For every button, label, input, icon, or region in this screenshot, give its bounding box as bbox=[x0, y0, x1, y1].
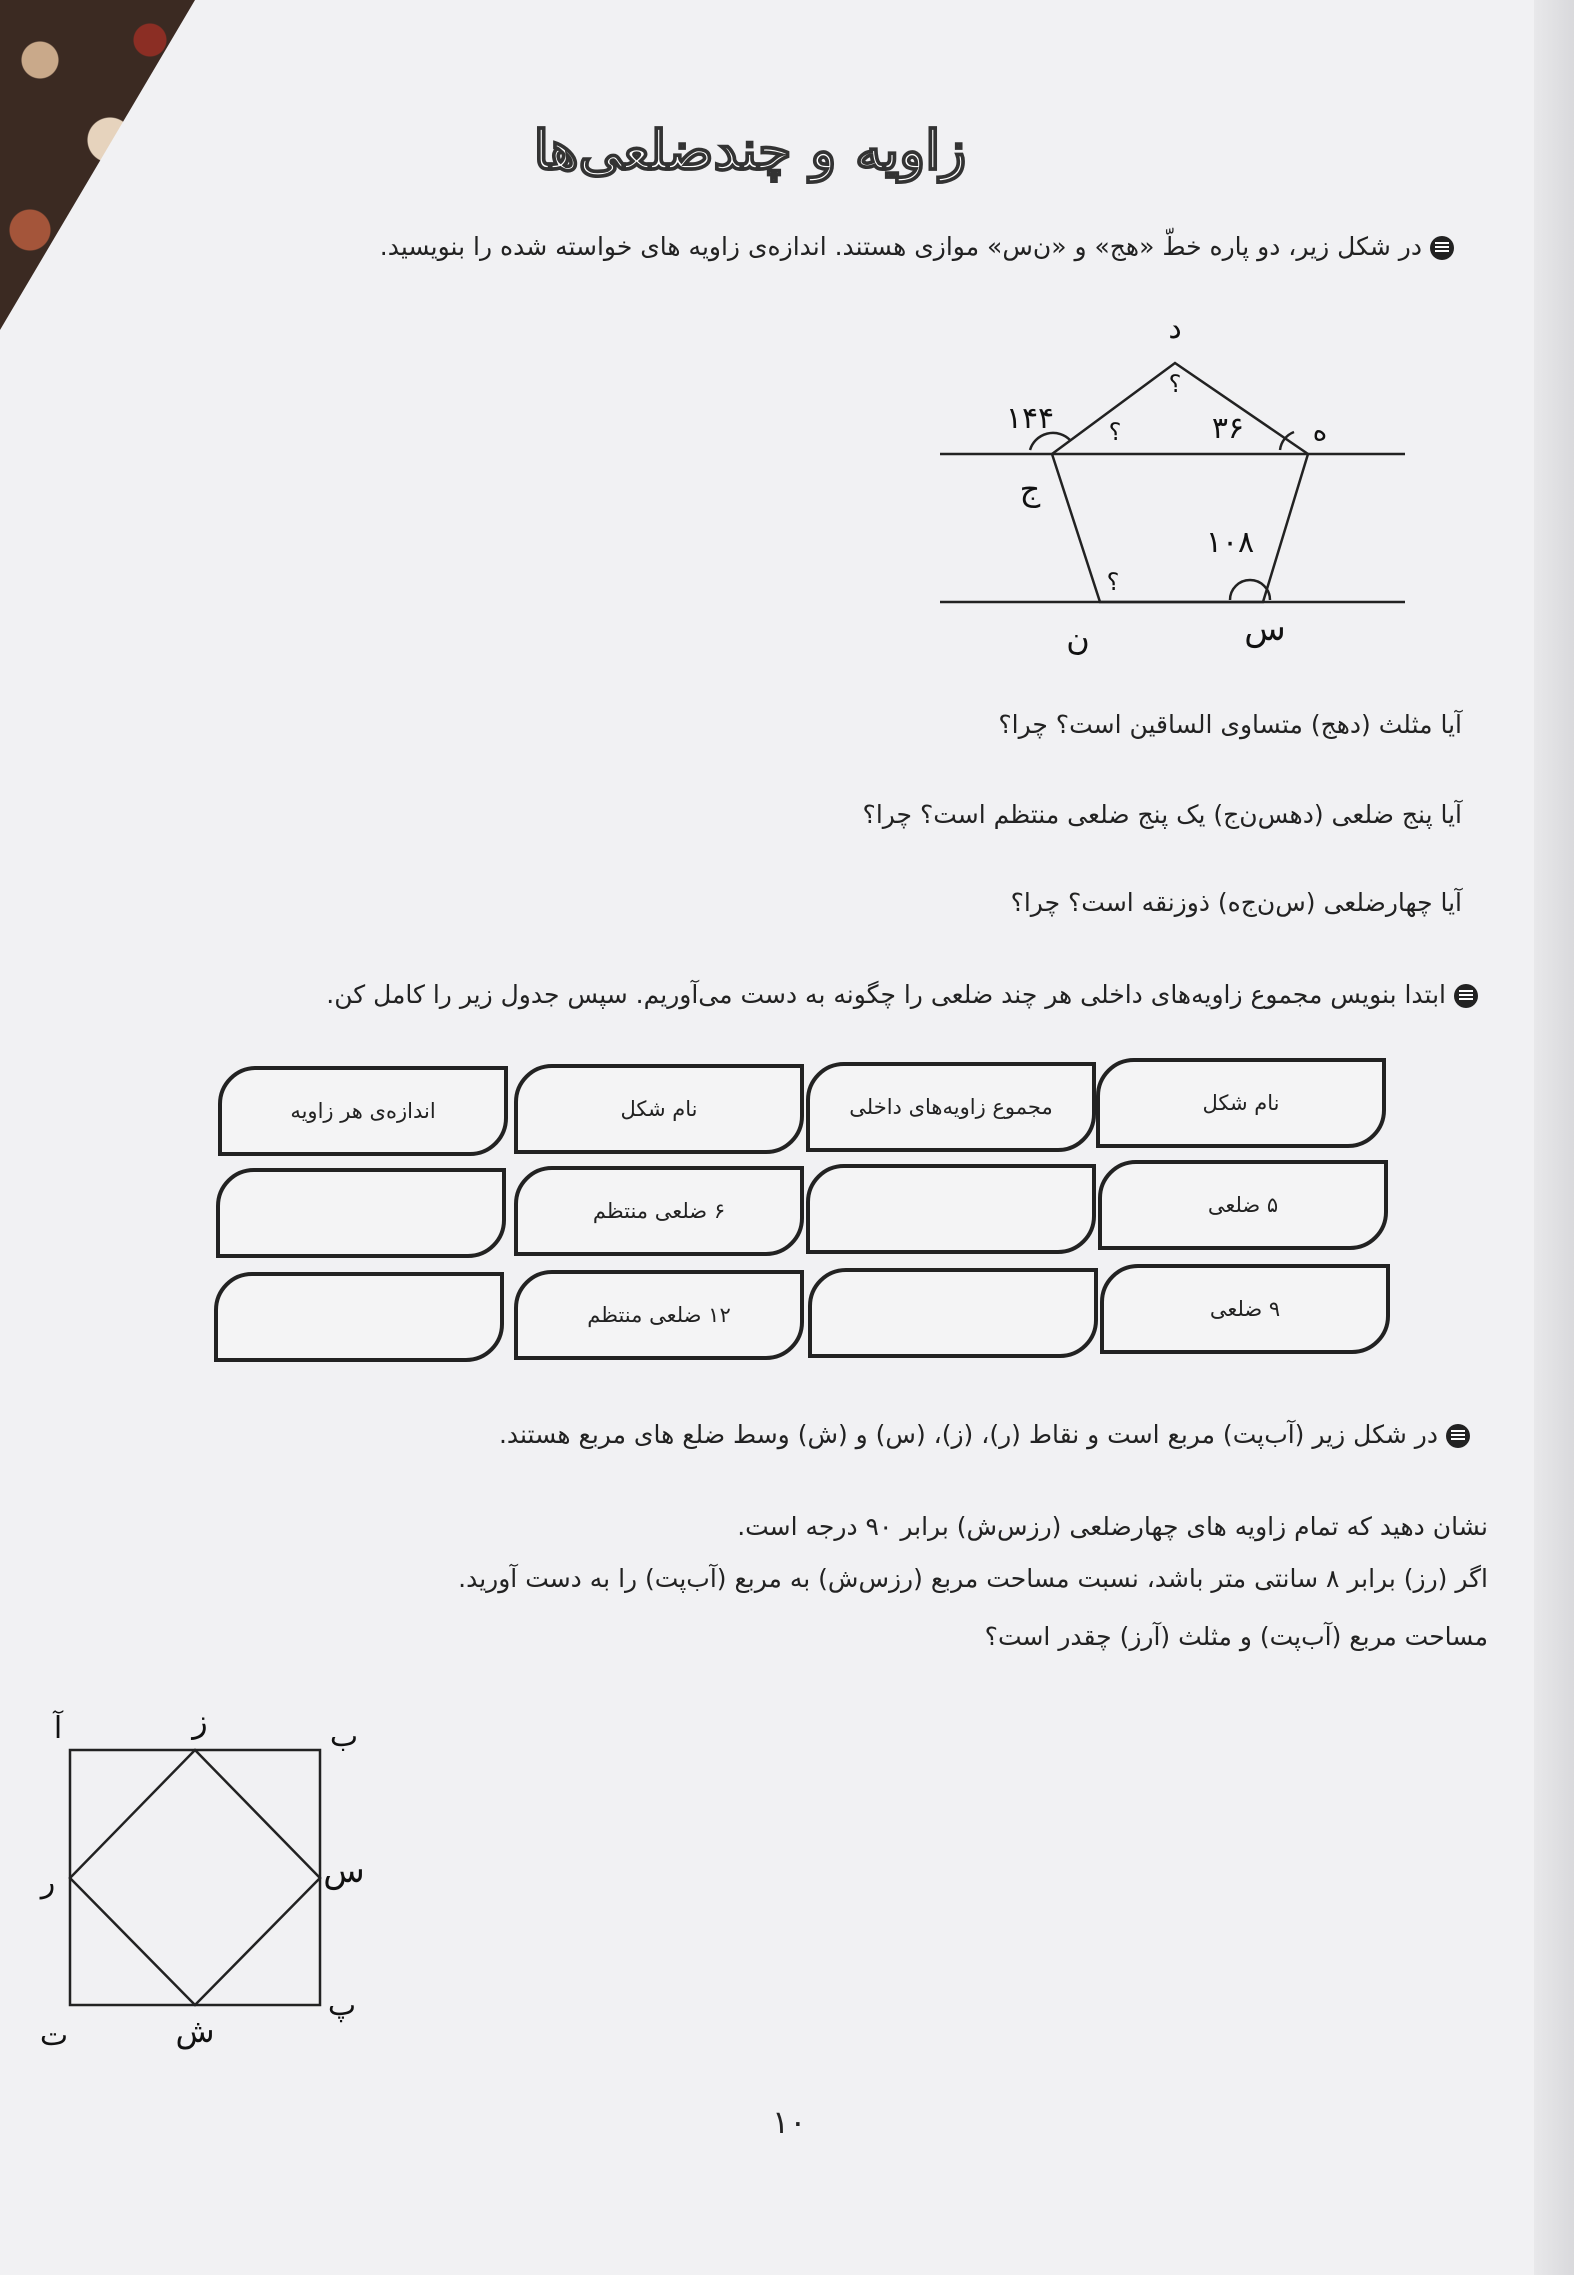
table-cell-5gon: ۵ ضلعی bbox=[1098, 1160, 1388, 1250]
label-a: آ bbox=[53, 1711, 63, 1746]
inner-square bbox=[70, 1750, 320, 2005]
label-sh: ش bbox=[175, 2012, 215, 2050]
angle-108-label: ۱۰۸ bbox=[1205, 525, 1255, 560]
label-r: ر bbox=[40, 1865, 56, 1900]
label-b: ب bbox=[329, 1719, 359, 1754]
angle-n-unknown: ؟ bbox=[1106, 568, 1120, 596]
exercise-icon bbox=[1446, 1424, 1470, 1448]
table-cell-9gon-sum[interactable] bbox=[808, 1268, 1098, 1358]
question-1c: آیا چهارضلعی (س‌ن‌ج‌ه) ذوزنقه است؟ چرا؟ bbox=[1010, 888, 1462, 917]
table-header-each-angle: اندازه‌ی هر زاویه bbox=[218, 1066, 508, 1156]
page-stack-edge bbox=[1534, 0, 1574, 2275]
pentagon-diagram bbox=[930, 300, 1410, 680]
question-3-text: در شکل زیر (آب‌پت) مربع است و نقاط (ر)، (ز)، (س) و (ش) وسط ضلع های مربع هستند. bbox=[498, 1420, 1438, 1449]
question-1-text: در شکل زیر، دو پاره خطّ «هج» و «ن‌س» موازی هستند. اندازه‌ی زاویه های خواسته شده را بنویسید. bbox=[379, 232, 1422, 261]
exercise-icon bbox=[1430, 236, 1454, 260]
question-3 bbox=[499, 1420, 1470, 1449]
question-1b: آیا پنج ضلعی (دهس‌ن‌ج) یک پنج ضلعی منتظم است؟ چرا؟ bbox=[862, 800, 1462, 829]
angle-j-unknown: ؟ bbox=[1108, 418, 1122, 446]
question-3b: اگر (رز) برابر ۸ سانتی متر باشد، نسبت مساحت مربع (رزس‌ش) به مربع (آب‌پت) را به دست آورید. bbox=[458, 1564, 1488, 1593]
question-3a: نشان دهید که تمام زاویه های چهارضلعی (رزس‌ش) برابر ۹۰ درجه است. bbox=[737, 1512, 1488, 1541]
question-1 bbox=[380, 232, 1454, 261]
angle-d-unknown: ؟ bbox=[1168, 370, 1182, 398]
outer-square bbox=[70, 1750, 320, 2005]
page-title: زاویه و چندضلعی‌ها bbox=[533, 118, 967, 182]
table-header-shape-name-1: نام شکل bbox=[1096, 1058, 1386, 1148]
angle-36-label: ۳۶ bbox=[1211, 411, 1245, 446]
table-cell-9gon: ۹ ضلعی bbox=[1100, 1264, 1390, 1354]
label-j: ج bbox=[1019, 470, 1041, 508]
table-cell-5gon-sum[interactable] bbox=[806, 1164, 1096, 1254]
square-diagram bbox=[30, 1690, 370, 2060]
label-t: ت bbox=[39, 2018, 69, 2053]
table-header-angle-sum: مجموع زاویه‌های داخلی bbox=[806, 1062, 1096, 1152]
table-cell-12gon-regular: ۱۲ ضلعی منتظم bbox=[514, 1270, 804, 1360]
table-cell-12gon-angle[interactable] bbox=[214, 1272, 504, 1362]
label-z: ز bbox=[192, 1702, 208, 1740]
question-2-text: ابتدا بنویس مجموع زاویه‌های داخلی هر چند ضلعی را چگونه به دست می‌آوریم. سپس جدول زیر را کامل کن. bbox=[326, 980, 1446, 1009]
angle-144-label: ۱۴۴ bbox=[1005, 401, 1055, 436]
page-number: ۱۰ bbox=[772, 2103, 807, 2141]
question-3c: مساحت مربع (آب‌پت) و مثلث (آرز) چقدر است؟ bbox=[984, 1622, 1488, 1651]
label-d: د bbox=[1168, 311, 1182, 346]
label-s: س bbox=[323, 1851, 365, 1891]
label-h: ه bbox=[1312, 414, 1328, 447]
table-cell-6gon-regular: ۶ ضلعی منتظم bbox=[514, 1166, 804, 1256]
table-header-shape-name-2: نام شکل bbox=[514, 1064, 804, 1154]
label-s: س bbox=[1244, 609, 1286, 649]
question-1a: آیا مثلث (دهج) متساوی الساقین است؟ چرا؟ bbox=[998, 710, 1462, 739]
exercise-icon bbox=[1454, 984, 1478, 1008]
pentagon-shape bbox=[1052, 363, 1308, 602]
table-cell-6gon-angle[interactable] bbox=[216, 1168, 506, 1258]
question-2 bbox=[326, 980, 1478, 1009]
label-n: ن bbox=[1066, 620, 1090, 658]
label-p: پ bbox=[327, 1988, 357, 2023]
